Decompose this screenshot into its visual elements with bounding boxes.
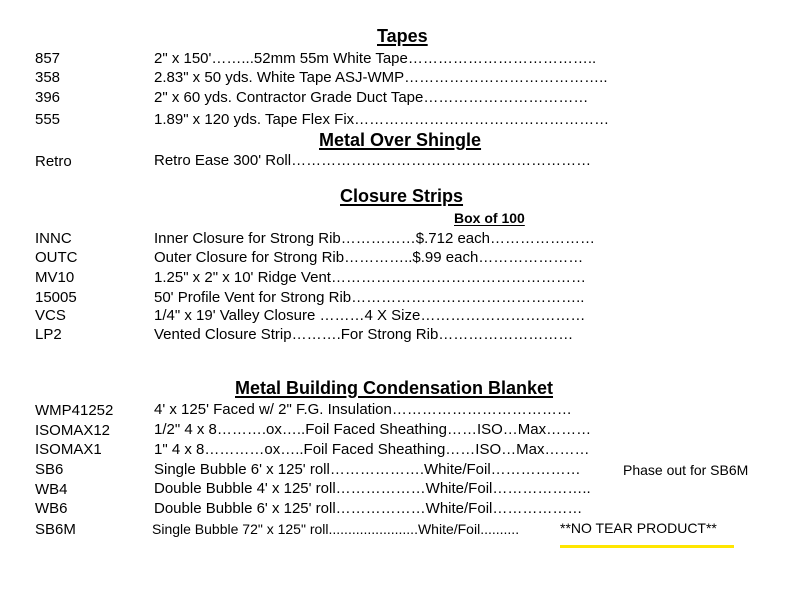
highlight-underline bbox=[560, 545, 734, 548]
item-code: WB4 bbox=[35, 481, 68, 498]
item-description: Retro Ease 300' Roll…………………………………………………… bbox=[154, 152, 592, 169]
item-description: 2" x 60 yds. Contractor Grade Duct Tape…………………………… bbox=[154, 89, 589, 106]
item-code: 15005 bbox=[35, 289, 77, 306]
item-note-no-tear: **NO TEAR PRODUCT** bbox=[560, 520, 717, 536]
item-description: Double Bubble 6' x 125' roll………………White/Foil……………… bbox=[154, 500, 583, 517]
item-description: 1/2" 4 x 8……….ox…..Foil Faced Sheathing……ISO…Max……… bbox=[154, 421, 592, 438]
item-description: 1" 4 x 8…………ox…..Foil Faced Sheathing……ISO…Max……… bbox=[154, 441, 590, 458]
item-description: 2.83" x 50 yds. White Tape ASJ-WMP………………………………….. bbox=[154, 69, 608, 86]
item-note: Phase out for SB6M bbox=[623, 462, 749, 478]
item-code: 857 bbox=[35, 50, 61, 67]
item-description: Double Bubble 4' x 125' roll………………White/Foil……………….. bbox=[154, 480, 591, 497]
item-code: WMP41252 bbox=[35, 402, 114, 419]
item-code: 396 bbox=[35, 89, 61, 106]
heading-metal-over-shingle: Metal Over Shingle bbox=[319, 130, 482, 150]
item-code: 555 bbox=[35, 111, 61, 128]
heading-condensation-blanket: Metal Building Condensation Blanket bbox=[235, 378, 554, 398]
item-description: 2" x 150'……...52mm 55m White Tape……………………………….. bbox=[154, 50, 597, 67]
item-description: Vented Closure Strip……….For Strong Rib……………………… bbox=[154, 326, 574, 343]
item-description: Single Bubble 72" x 125" roll.......................White/Foil.......... bbox=[152, 521, 520, 537]
item-description: Single Bubble 6' x 125' roll……………….White/Foil……………… bbox=[154, 461, 581, 478]
heading-tapes: Tapes bbox=[377, 26, 428, 46]
heading-closure-strips: Closure Strips bbox=[340, 186, 464, 206]
item-code: INNC bbox=[35, 230, 72, 247]
item-description: 1.25" x 2" x 10' Ridge Vent…………………………………………… bbox=[154, 269, 586, 286]
item-description: Inner Closure for Strong Rib……………$.712 each………………… bbox=[154, 230, 595, 247]
item-code: 358 bbox=[35, 69, 61, 86]
item-code: Retro bbox=[35, 153, 72, 170]
item-code: ISOMAX12 bbox=[35, 422, 111, 439]
subheading-box-of-100: Box of 100 bbox=[454, 210, 525, 226]
item-code: WB6 bbox=[35, 500, 68, 517]
item-description: 50' Profile Vent for Strong Rib……………………………………….. bbox=[154, 289, 585, 306]
item-code: OUTC bbox=[35, 249, 78, 266]
item-code: MV10 bbox=[35, 269, 75, 286]
item-code: SB6M bbox=[35, 521, 76, 538]
item-description: Outer Closure for Strong Rib…………..$.99 each………………… bbox=[154, 249, 584, 266]
item-description: 1/4" x 19' Valley Closure ………4 X Size…………………………… bbox=[154, 307, 586, 324]
item-description: 1.89" x 120 yds. Tape Flex Fix…………………………………………… bbox=[154, 111, 610, 128]
item-code: ISOMAX1 bbox=[35, 441, 102, 458]
item-description: 4' x 125' Faced w/ 2" F.G. Insulation……………………………… bbox=[154, 401, 572, 418]
item-code: VCS bbox=[35, 307, 66, 324]
item-code: LP2 bbox=[35, 326, 62, 343]
item-code: SB6 bbox=[35, 461, 64, 478]
